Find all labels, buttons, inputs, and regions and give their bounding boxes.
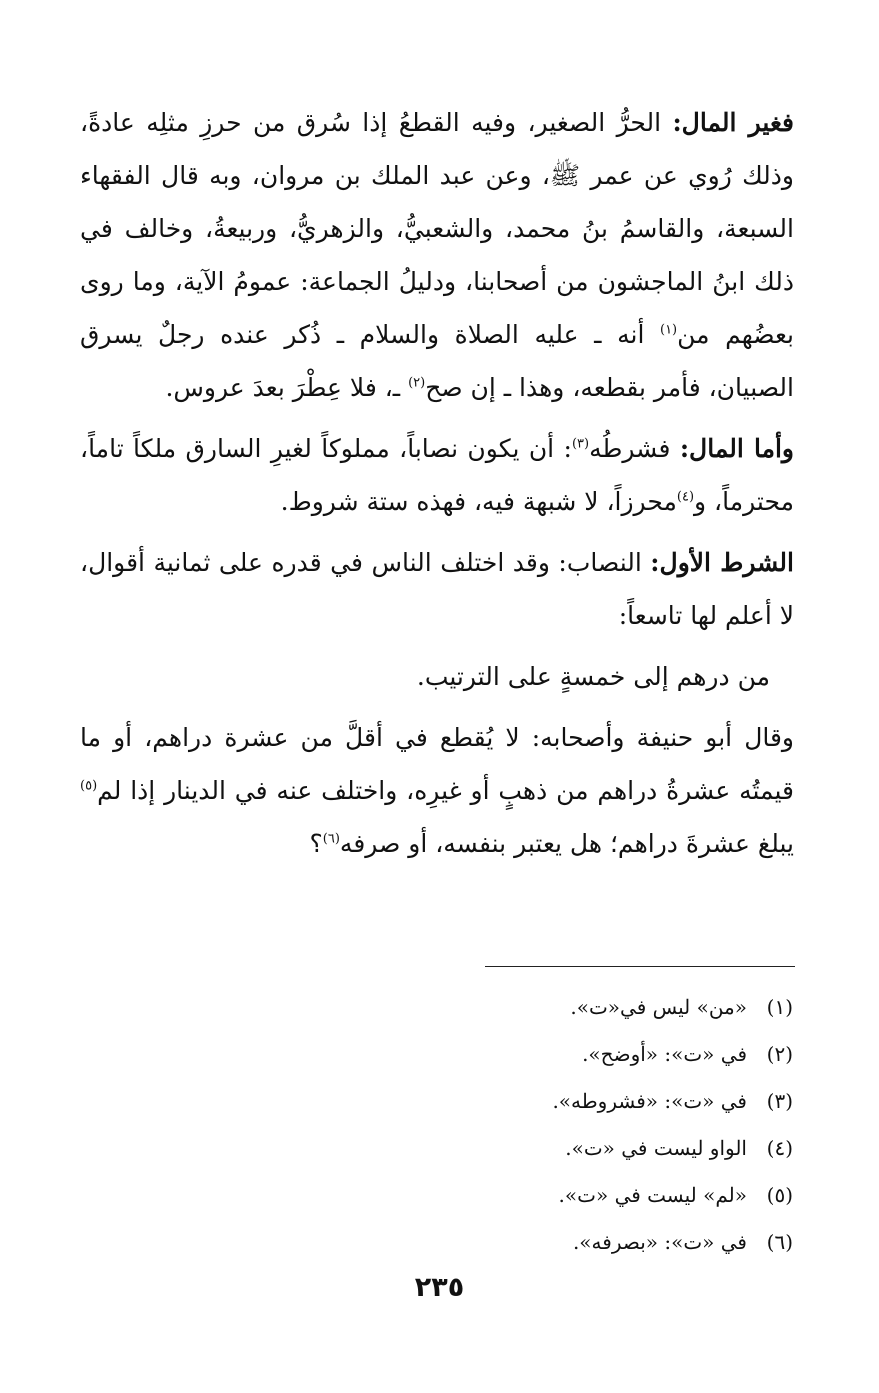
paragraph-text: النصاب: وقد اختلف الناس في قدره على ثمانية أقوال، لا أعلم لها تاسعاً: [80, 548, 794, 630]
footnote-divider [485, 966, 795, 967]
footnote-number: (١) [766, 995, 793, 1019]
footnote-ref[interactable]: (٥) [80, 778, 98, 794]
footnote-item [193, 1078, 793, 1125]
paragraph-text: يبلغ عشرةَ دراهم؛ هل يعتبر بنفسه، أو صرفه [339, 829, 794, 858]
paragraph-2 [80, 422, 794, 528]
paragraph-text: فشرطُه [589, 434, 680, 463]
footnote-text: «من» ليس في«ت». [570, 995, 747, 1019]
footnote-number: (٦) [766, 1230, 793, 1254]
paragraph-text: ؟ [309, 829, 323, 858]
paragraph-lead: فغير المال: [672, 108, 794, 137]
footnote-number: (٤) [766, 1136, 793, 1160]
footnotes-list [193, 984, 793, 1266]
footnote-item [193, 984, 793, 1031]
footnote-text: في «ت»: «فشروطه». [552, 1089, 747, 1113]
paragraph-text: أنه ـ عليه الصلاة والسلام ـ ذُكر عنده رجلٌ يسرق الصبيان، فأمر بقطعه، وهذا ـ إن صح [80, 320, 794, 402]
footnote-ref[interactable]: (٣) [571, 436, 590, 452]
footnote-text: الواو ليست في «ت». [565, 1136, 747, 1160]
footnote-ref[interactable]: (٦) [322, 831, 340, 847]
footnote-text: في «ت»: «بصرفه». [572, 1230, 747, 1254]
paragraph-text: الحرُّ الصغير، وفيه القطعُ إذا سُرق من حرزِ مثلِه عادةً، وذلك رُوي عن عمر ﷺ، وعن عبد الملك بن مروان، وبه قال الفقهاء السبعة، والقاسمُ بنُ محمد، والشعبيُّ، والزهريُّ، وربيعةُ، وخالف في ذلك ابنُ الماجشون من أصحابنا، ودليلُ الجماعة: عمومُ الآية، وما روى بعضُهم من [80, 108, 794, 349]
paragraph-3 [80, 536, 794, 642]
footnote-number: (٢) [766, 1042, 793, 1066]
footnote-ref[interactable]: (٤) [676, 489, 695, 505]
footnote-item [193, 1219, 793, 1266]
page-number: ٢٣٥ [414, 1272, 465, 1303]
paragraph-text: : أن يكون نصاباً، مملوكاً لغيرِ السارق ملكاً تاماً، محترماً، و [80, 434, 794, 516]
paragraph-text: ـ، فلا عِطْرَ بعدَ عروس. [165, 373, 409, 402]
paragraph-text: من درهم إلى خمسةٍ على الترتيب. [416, 662, 770, 691]
footnote-item [193, 1031, 793, 1078]
footnote-text: «لم» ليست في «ت». [558, 1183, 747, 1207]
footnote-ref[interactable]: (٢) [408, 375, 426, 391]
footnote-item [193, 1172, 793, 1219]
footnote-number: (٣) [766, 1089, 793, 1113]
paragraph-1 [80, 96, 794, 414]
main-text [80, 96, 794, 870]
footnote-item [193, 1125, 793, 1172]
paragraph-text: وقال أبو حنيفة وأصحابه: لا يُقطع في أقلَّ من عشرة دراهم، أو ما قيمتُه عشرةُ دراهم من ذهبٍ أو غيرِه، واختلف عنه في الدينار إذا لم [80, 723, 794, 805]
footnote-text: في «ت»: «أوضح». [582, 1042, 747, 1066]
paragraph-5 [80, 711, 794, 870]
paragraph-4 [80, 650, 794, 703]
paragraph-text: محرزاً، لا شبهة فيه، فهذه ستة شروط. [280, 487, 677, 516]
footnote-ref[interactable]: (١) [659, 322, 678, 338]
paragraph-lead: الشرط الأول: [650, 548, 794, 577]
paragraph-lead: وأما المال: [679, 434, 794, 463]
footnote-number: (٥) [766, 1183, 793, 1207]
